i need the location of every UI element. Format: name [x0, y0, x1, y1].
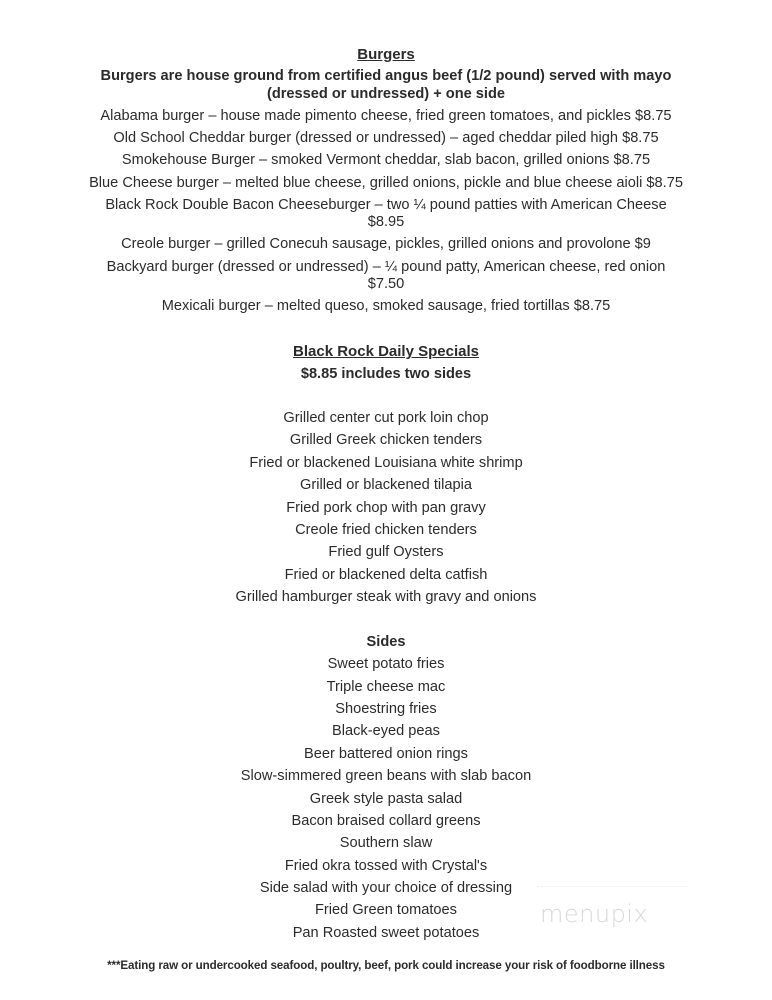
burgers-intro-line2: (dressed or undressed) + one side: [266, 86, 506, 102]
side-item: Bacon braised collard greens: [291, 813, 481, 829]
side-item: Southern slaw: [339, 835, 433, 851]
special-item: Creole fried chicken tenders: [295, 522, 477, 538]
menupix-watermark-logo: menupix: [540, 900, 649, 928]
special-item: Grilled or blackened tilapia: [300, 477, 472, 493]
special-item: Fried or blackened Louisiana white shrimp: [249, 455, 523, 471]
foodborne-illness-disclaimer: ***Eating raw or undercooked seafood, poultry, beef, pork could increase your risk of foodborne illness: [107, 959, 665, 972]
special-item: Grilled center cut pork loin chop: [283, 410, 489, 426]
special-item: Fried or blackened delta catfish: [284, 567, 488, 583]
burger-item-backyard-price: $7.50: [367, 276, 405, 292]
burger-item-mexicali: Mexicali burger – melted queso, smoked sausage, fried tortillas $8.75: [161, 298, 611, 314]
side-item: Fried okra tossed with Crystal's: [284, 858, 488, 874]
side-item: Pan Roasted sweet potatoes: [292, 925, 480, 941]
side-item: Triple cheese mac: [326, 679, 446, 695]
burger-item-double-bacon-price: $8.95: [367, 214, 405, 230]
special-item: Fried pork chop with pan gravy: [286, 500, 486, 516]
side-item: Slow-simmered green beans with slab bacon: [240, 768, 532, 784]
burger-item-smokehouse: Smokehouse Burger – smoked Vermont cheddar, slab bacon, grilled onions $8.75: [121, 152, 651, 168]
side-item: Beer battered onion rings: [304, 746, 468, 762]
side-item: Fried Green tomatoes: [315, 902, 457, 918]
watermark-divider: [537, 886, 687, 891]
burgers-intro-line1: Burgers are house ground from certified angus beef (1/2 pound) served with mayo: [100, 68, 672, 84]
side-item: Side salad with your choice of dressing: [259, 880, 513, 896]
special-item: Grilled Greek chicken tenders: [289, 432, 483, 448]
side-item: Sweet potato fries: [327, 656, 445, 672]
specials-title: Black Rock Daily Specials: [293, 343, 479, 360]
burger-item-double-bacon: Black Rock Double Bacon Cheeseburger – two ¼ pound patties with American Cheese: [105, 197, 667, 213]
special-item: Grilled hamburger steak with gravy and onions: [235, 589, 537, 605]
burgers-title: Burgers: [357, 46, 415, 63]
burger-item-alabama: Alabama burger – house made pimento cheese, fried green tomatoes, and pickles $8.75: [100, 108, 672, 124]
special-item: Fried gulf Oysters: [328, 544, 444, 560]
burger-item-old-school-cheddar: Old School Cheddar burger (dressed or undressed) – aged cheddar piled high $8.75: [113, 130, 659, 146]
side-item: Greek style pasta salad: [309, 791, 463, 807]
side-item: Shoestring fries: [335, 701, 437, 717]
burger-item-creole: Creole burger – grilled Conecuh sausage, pickles, grilled onions and provolone $9: [121, 236, 651, 252]
specials-subtitle: $8.85 includes two sides: [300, 366, 472, 382]
sides-title: Sides: [366, 634, 406, 650]
side-item: Black-eyed peas: [332, 723, 440, 739]
burger-item-blue-cheese: Blue Cheese burger – melted blue cheese, grilled onions, pickle and blue cheese aioli $8.75: [89, 175, 683, 191]
burger-item-backyard: Backyard burger (dressed or undressed) – ¼ pound patty, American cheese, red onion: [106, 259, 666, 275]
